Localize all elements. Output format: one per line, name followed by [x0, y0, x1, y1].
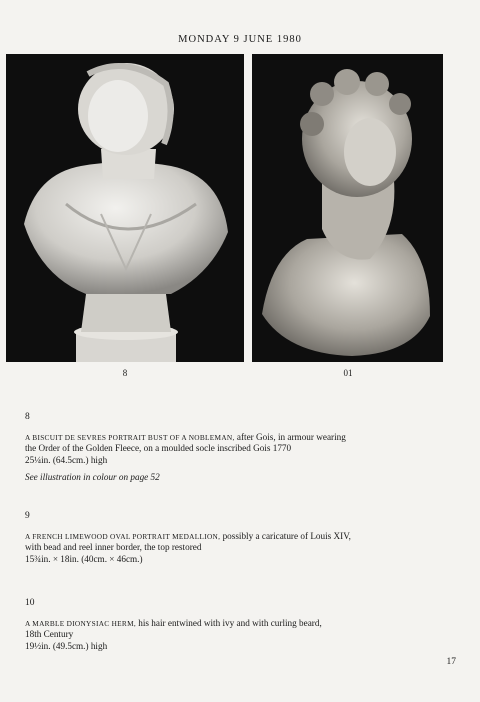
lot-number: 10 — [25, 598, 35, 608]
lot-entry — [25, 598, 365, 652]
lot-description — [25, 432, 365, 484]
photo-marble-herm — [252, 54, 443, 362]
lot-number: 8 — [25, 412, 30, 422]
lot-note: See illustration in colour on page 52 — [25, 472, 160, 483]
lot-description — [25, 618, 365, 653]
lot-desc-line: his hair entwined with ivy and with curling beard, — [135, 617, 322, 628]
lot-desc-line: after Gois, in armour wearing — [234, 431, 346, 442]
lot-dimensions: 15¾in. × 18in. (40cm. × 46cm.) — [25, 553, 143, 564]
lot-description — [25, 531, 365, 566]
lot-title: A MARBLE DIONYSIAC HERM, — [25, 618, 136, 628]
lot-desc-line: possibly a caricature of Louis XIV, — [220, 530, 351, 541]
image-caption: 8 — [122, 368, 128, 378]
lot-dimensions: 25¼in. (64.5cm.) high — [25, 454, 108, 465]
image-caption: 01 — [343, 368, 353, 378]
lot-dimensions: 19½in. (49.5cm.) high — [25, 640, 108, 651]
lot-desc-line: with bead and reel inner border, the top restored — [25, 542, 202, 553]
lot-title: A BISCUIT DE SEVRES PORTRAIT BUST OF A NOBLEMAN, — [25, 432, 235, 442]
lot-title: A FRENCH LIMEWOOD OVAL PORTRAIT MEDALLION, — [25, 531, 221, 541]
lot-entry — [25, 511, 365, 565]
lot-desc-line: the Order of the Golden Fleece, on a moulded socle inscribed Gois 1770 — [25, 443, 292, 454]
photo-porcelain-bust — [6, 54, 244, 362]
lot-entry — [25, 412, 365, 484]
page-number: 17 — [446, 657, 456, 667]
lot-number: 9 — [25, 511, 30, 521]
page-header: MONDAY 9 JUNE 1980 — [178, 34, 302, 45]
lot-desc-line: 18th Century — [25, 629, 74, 640]
